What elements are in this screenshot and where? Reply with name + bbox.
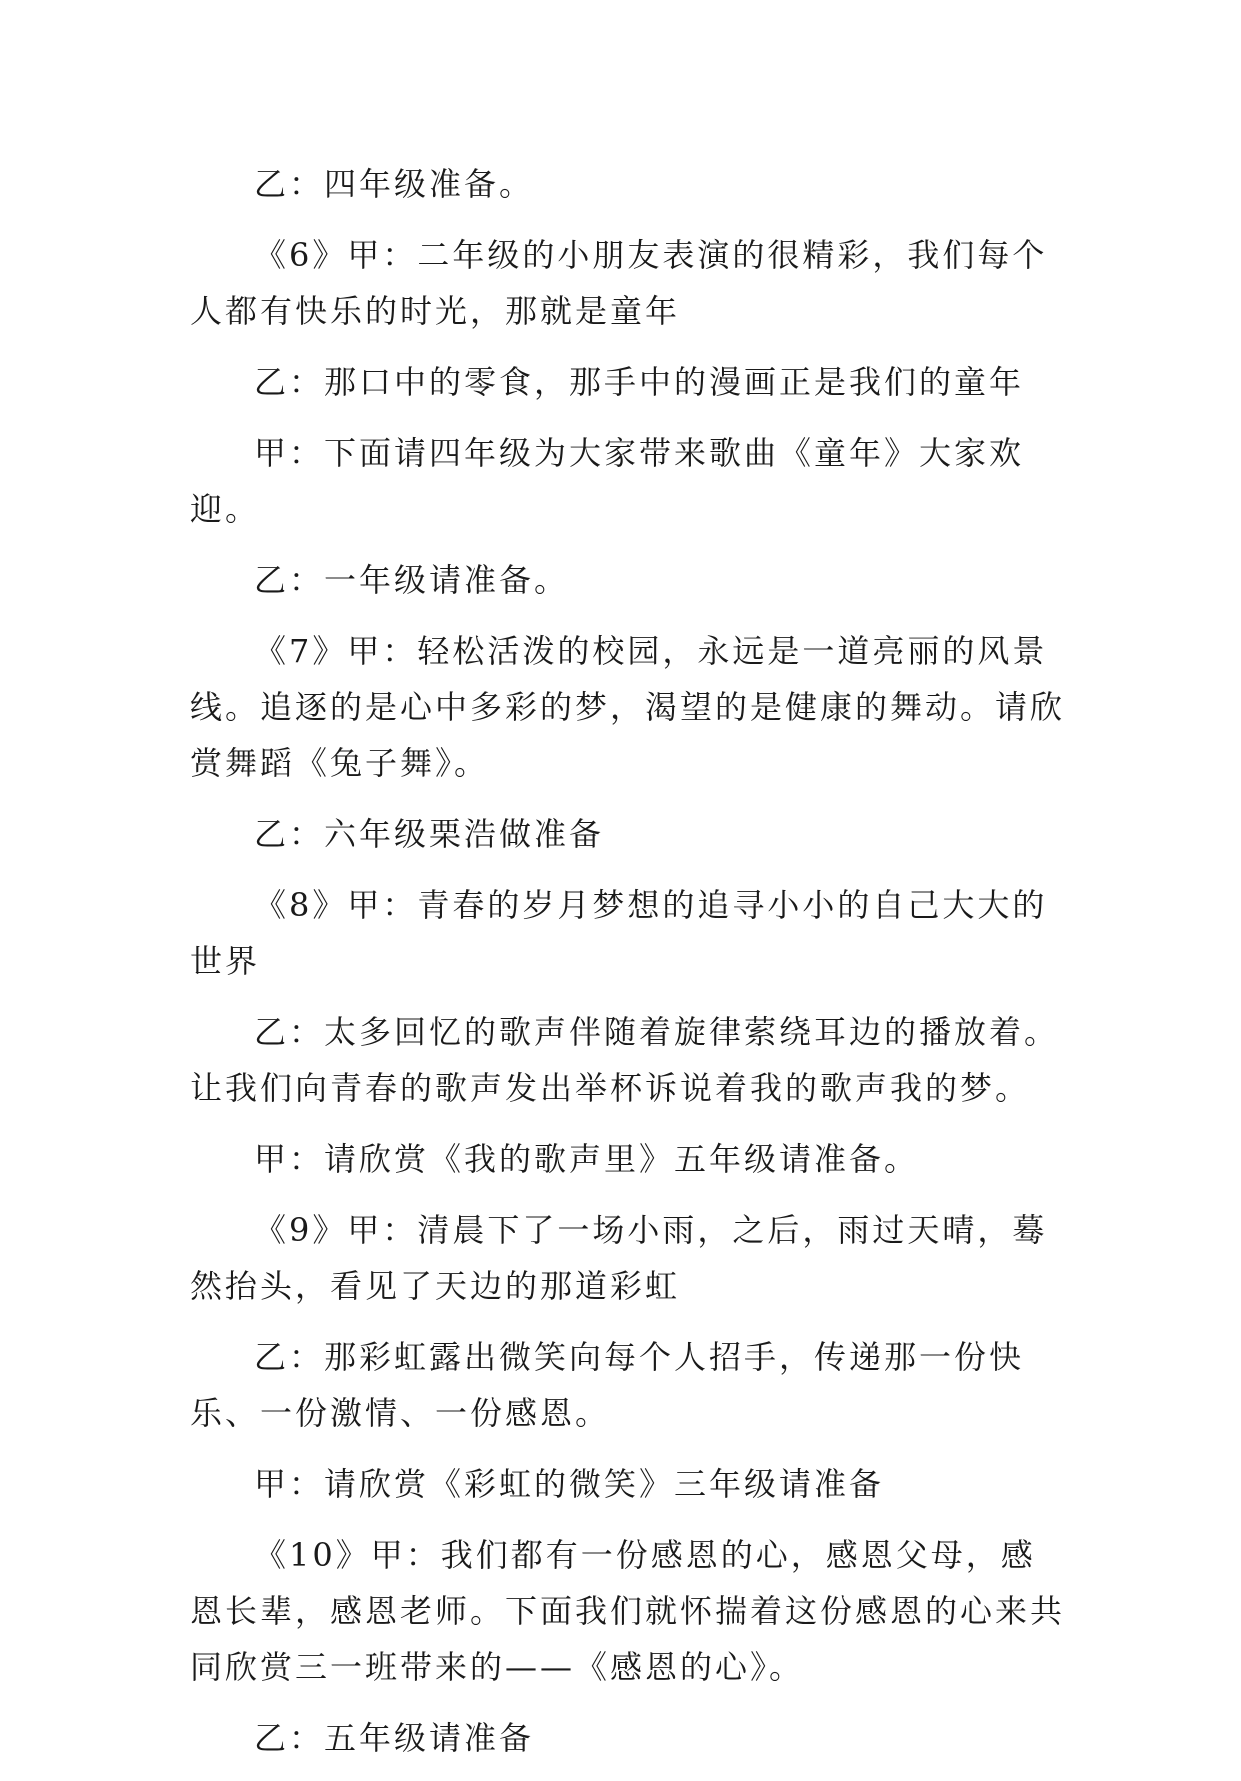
paragraph-1: 乙：四年级准备。 [254, 165, 535, 203]
paragraph-9: 乙：太多回忆的歌声伴随着旋律萦绕耳边的播放着。让我们向青春的歌声发出举杯诉说着我的歌声我的梦。 [190, 1013, 1060, 1107]
paragraph-13: 甲：请欣赏《彩虹的微笑》三年级请准备 [254, 1465, 885, 1503]
paragraph-5: 乙：一年级请准备。 [254, 561, 570, 599]
paragraph-14: 《10》甲：我们都有一份感恩的心，感恩父母，感恩长辈，感恩老师。下面我们就怀揣着这份感恩的心来共同欣赏三一班带来的——《感恩的心》。 [190, 1536, 1066, 1686]
paragraph-7: 乙：六年级栗浩做准备 [254, 815, 605, 853]
paragraph-4: 甲：下面请四年级为大家带来歌曲《童年》大家欢迎。 [190, 434, 1025, 528]
paragraph-10: 甲：请欣赏《我的歌声里》五年级请准备。 [254, 1140, 920, 1178]
paragraph-3: 乙：那口中的零食，那手中的漫画正是我们的童年 [254, 363, 1025, 401]
paragraph-2: 《6》甲：二年级的小朋友表演的很精彩，我们每个人都有快乐的时光，那就是童年 [190, 236, 1048, 330]
paragraph-15: 乙：五年级请准备 [254, 1719, 535, 1757]
paragraph-12: 乙：那彩虹露出微笑向每个人招手，传递那一份快乐、一份激情、一份感恩。 [190, 1338, 1025, 1432]
paragraph-6: 《7》甲：轻松活泼的校园，永远是一道亮丽的风景线。追逐的是心中多彩的梦，渴望的是健康的舞动。请欣赏舞蹈《兔子舞》。 [190, 632, 1066, 782]
paragraph-11: 《9》甲：清晨下了一场小雨，之后，雨过天晴，蓦然抬头，看见了天边的那道彩虹 [190, 1211, 1048, 1305]
paragraph-8: 《8》甲：青春的岁月梦想的追寻小小的自己大大的世界 [190, 886, 1048, 980]
document-body [190, 156, 1070, 1781]
